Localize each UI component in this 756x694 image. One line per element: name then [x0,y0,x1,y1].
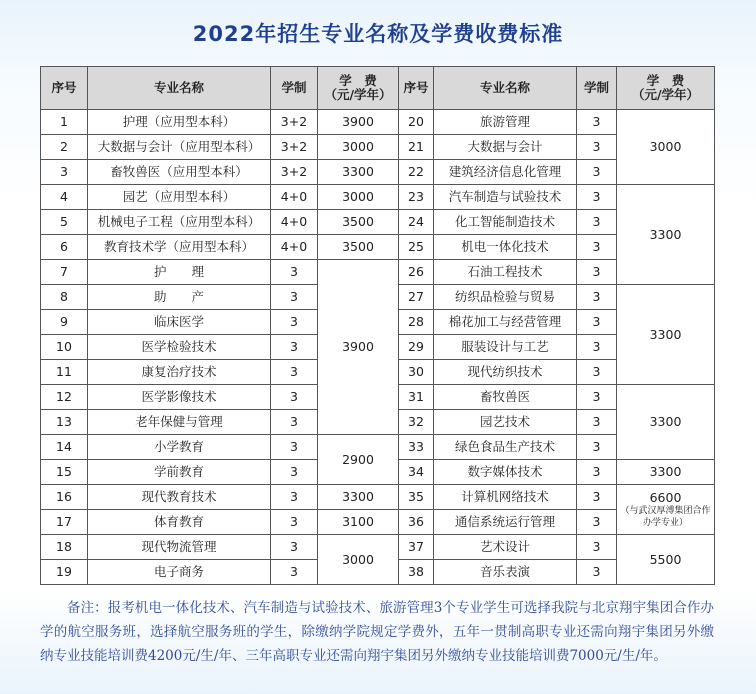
row-years: 3 [577,235,617,260]
row-no: 22 [399,160,434,185]
table-row [41,210,715,235]
row-no: 15 [41,460,88,485]
row-major: 石油工程技术 [434,260,577,285]
row-fee: 3500 [318,235,399,260]
row-fee: 5500 [617,535,715,585]
cooperation-note: （与武汉厚溥集团合作办学专业） [620,505,711,528]
row-years: 3 [577,135,617,160]
row-major: 棉花加工与经营管理 [434,310,577,335]
row-fee: 3300 [617,385,715,460]
row-years: 3 [577,285,617,310]
row-years: 3+2 [271,135,318,160]
table-row [41,510,715,535]
row-years: 3 [577,485,617,510]
row-no: 33 [399,435,434,460]
row-no: 28 [399,310,434,335]
row-years: 3 [577,410,617,435]
row-years: 3 [577,560,617,585]
row-major: 医学检验技术 [88,335,271,360]
row-no: 21 [399,135,434,160]
row-no: 9 [41,310,88,335]
row-no: 5 [41,210,88,235]
row-fee: 3500 [318,210,399,235]
row-fee: 3300 [318,160,399,185]
row-years: 3 [271,510,318,535]
row-major: 现代物流管理 [88,535,271,560]
row-years: 3 [577,385,617,410]
row-no: 27 [399,285,434,310]
row-no: 37 [399,535,434,560]
row-no: 17 [41,510,88,535]
row-years: 3 [577,185,617,210]
row-fee: 3300 [617,185,715,285]
row-years: 4+0 [271,185,318,210]
header-no: 序号 [399,67,434,110]
row-no: 26 [399,260,434,285]
table-row [41,185,715,210]
table-header-row [41,67,715,110]
row-fee: 3000 [617,110,715,185]
row-fee: 3300 [318,485,399,510]
table-row [41,260,715,285]
row-major: 园艺技术 [434,410,577,435]
row-fee: 3000 [318,135,399,160]
row-major: 音乐表演 [434,560,577,585]
row-no: 3 [41,160,88,185]
row-major: 机电一体化技术 [434,235,577,260]
row-major: 建筑经济信息化管理 [434,160,577,185]
row-major: 纺织品检验与贸易 [434,285,577,310]
row-major: 护 理 [88,260,271,285]
row-no: 1 [41,110,88,135]
header-years: 学制 [271,67,318,110]
row-no: 14 [41,435,88,460]
row-no: 23 [399,185,434,210]
row-years: 3 [577,210,617,235]
row-no: 31 [399,385,434,410]
row-years: 3 [271,535,318,560]
row-major: 大数据与会计（应用型本科） [88,135,271,160]
row-years: 3 [577,260,617,285]
header-years: 学制 [577,67,617,110]
row-fee: 3900 [318,260,399,435]
row-years: 3 [271,385,318,410]
row-no: 2 [41,135,88,160]
row-major: 老年保健与管理 [88,410,271,435]
fee-table [40,66,715,585]
row-major: 康复治疗技术 [88,360,271,385]
row-no: 20 [399,110,434,135]
row-years: 3 [577,535,617,560]
row-no: 13 [41,410,88,435]
row-major: 畜牧兽医（应用型本科） [88,160,271,185]
row-major: 数字媒体技术 [434,460,577,485]
row-no: 32 [399,410,434,435]
row-years: 3 [271,360,318,385]
header-no: 序号 [41,67,88,110]
row-fee: 3000 [318,185,399,210]
row-no: 30 [399,360,434,385]
row-years: 3 [577,510,617,535]
row-years: 3 [577,310,617,335]
row-major: 汽车制造与试验技术 [434,185,577,210]
row-major: 现代纺织技术 [434,360,577,385]
row-no: 7 [41,260,88,285]
row-years: 4+0 [271,235,318,260]
row-fee: 3300 [617,460,715,485]
row-no: 6 [41,235,88,260]
row-years: 3 [577,160,617,185]
row-years: 3 [271,285,318,310]
row-years: 3 [577,360,617,385]
row-major: 教育技术学（应用型本科） [88,235,271,260]
row-major: 电子商务 [88,560,271,585]
row-fee: 3900 [318,110,399,135]
row-no: 10 [41,335,88,360]
row-years: 3+2 [271,160,318,185]
row-years: 3 [577,460,617,485]
row-major: 大数据与会计 [434,135,577,160]
row-major: 化工智能制造技术 [434,210,577,235]
row-no: 38 [399,560,434,585]
row-no: 4 [41,185,88,210]
row-major: 学前教育 [88,460,271,485]
row-years: 3 [577,110,617,135]
header-major: 专业名称 [434,67,577,110]
row-no: 34 [399,460,434,485]
row-major: 畜牧兽医 [434,385,577,410]
row-years: 3 [271,435,318,460]
row-no: 29 [399,335,434,360]
row-fee: 2900 [318,435,399,485]
row-years: 3 [577,335,617,360]
row-major: 通信系统运行管理 [434,510,577,535]
row-years: 3 [271,310,318,335]
row-major: 旅游管理 [434,110,577,135]
row-no: 24 [399,210,434,235]
row-no: 12 [41,385,88,410]
row-years: 3 [271,560,318,585]
row-years: 3 [271,260,318,285]
row-major: 临床医学 [88,310,271,335]
row-no: 18 [41,535,88,560]
row-major: 园艺（应用型本科） [88,185,271,210]
row-fee: 3000 [318,535,399,585]
row-fee: 3100 [318,510,399,535]
row-no: 11 [41,360,88,385]
table-row [41,535,715,560]
row-no: 8 [41,285,88,310]
row-no: 19 [41,560,88,585]
row-major: 助 产 [88,285,271,310]
row-fee: 3300 [617,285,715,385]
row-no: 36 [399,510,434,535]
row-major: 医学影像技术 [88,385,271,410]
header-fee: 学 费 （元/学年） [318,67,399,110]
row-no: 25 [399,235,434,260]
row-years: 3 [271,410,318,435]
row-years: 3 [271,485,318,510]
row-major: 现代教育技术 [88,485,271,510]
row-major: 艺术设计 [434,535,577,560]
table-row [41,235,715,260]
table-row [41,435,715,460]
row-years: 3+2 [271,110,318,135]
row-major: 小学教育 [88,435,271,460]
table-row [41,110,715,135]
row-major: 绿色食品生产技术 [434,435,577,460]
row-major: 护理（应用型本科） [88,110,271,135]
header-fee: 学 费 （元/学年） [617,67,715,110]
row-major: 服装设计与工艺 [434,335,577,360]
page-title: 2022年招生专业名称及学费收费标准 [192,22,564,46]
row-no: 16 [41,485,88,510]
table-row [41,160,715,185]
row-major: 计算机网络技术 [434,485,577,510]
row-major: 机械电子工程（应用型本科） [88,210,271,235]
table-row [41,135,715,160]
table-row [41,485,715,510]
row-years: 3 [271,460,318,485]
row-no: 35 [399,485,434,510]
header-major: 专业名称 [88,67,271,110]
row-years: 3 [271,335,318,360]
row-years: 3 [577,435,617,460]
row-major: 体育教育 [88,510,271,535]
row-fee: 6600 （与武汉厚溥集团合作办学专业） [617,485,715,535]
row-years: 4+0 [271,210,318,235]
remark-text: 备注：报考机电一体化技术、汽车制造与试验技术、旅游管理3个专业学生可选择我院与北京翔宇集团合作办学的航空服务班，选择航空服务班的学生，除缴纳学院规定学费外，五年一贯制高职专业还需向翔宇集团另外缴纳专业技能培训费4200元/生/年、三年高职专业还需向翔宇集团另外缴纳专业技能培训费7000元/生/年。 [40,600,714,664]
